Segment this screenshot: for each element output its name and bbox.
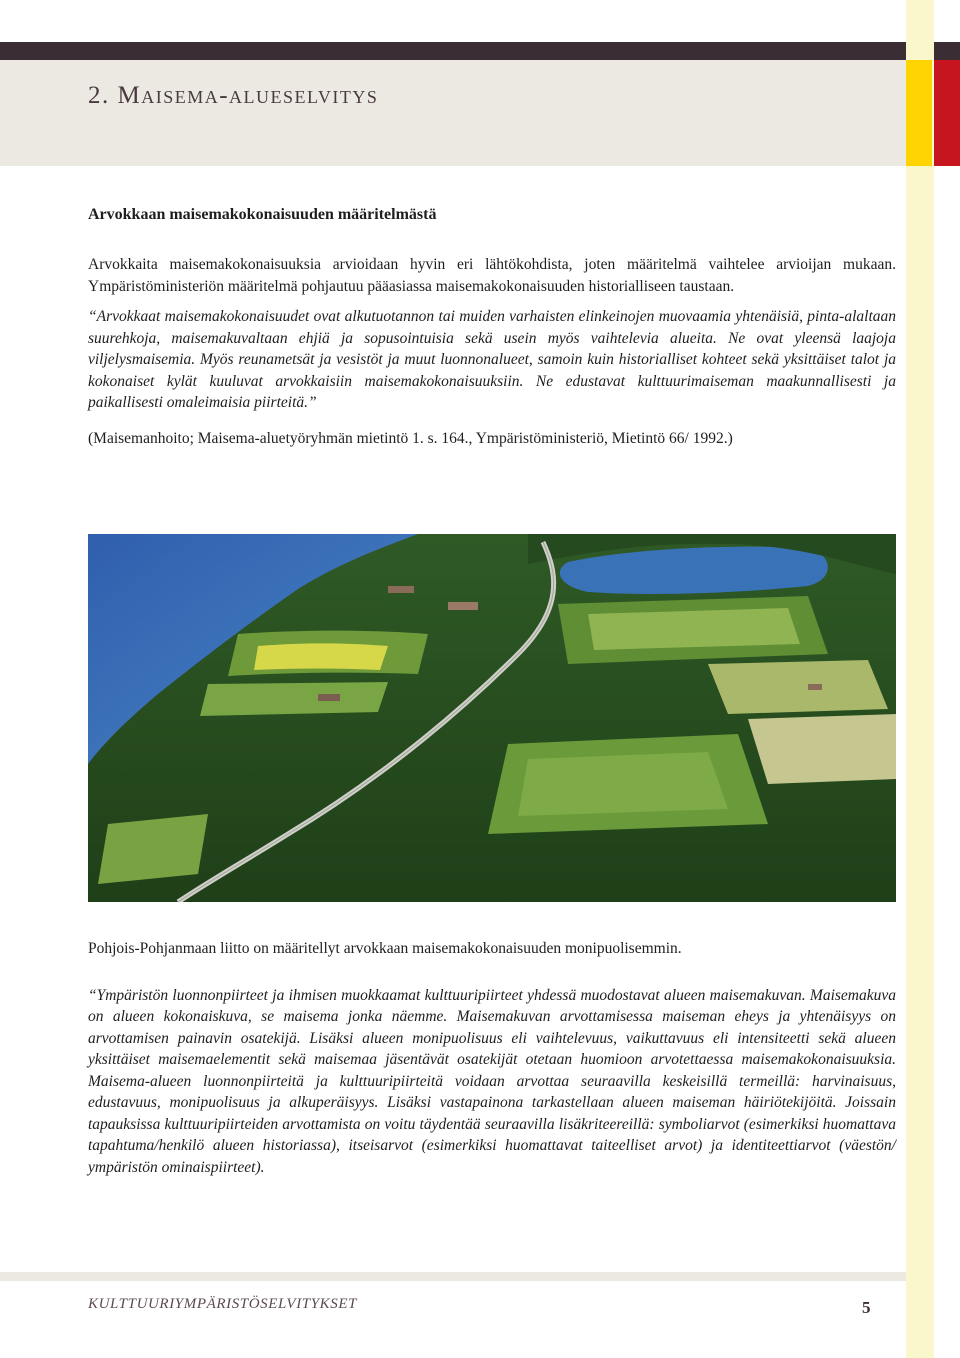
content-lower xyxy=(88,938,896,1178)
top-bar xyxy=(0,42,960,60)
aerial-landscape-photo xyxy=(88,534,896,902)
chapter-title: 2. Maisema-alueselvitys xyxy=(88,82,379,109)
lead-paragraph: Pohjois-Pohjanmaan liitto on määritellyt arvokkaan maisemakokonaisuuden monipuolisemmin. xyxy=(88,940,682,957)
right-side-strip xyxy=(906,0,934,1358)
intro-paragraph: Arvokkaita maisemakokonaisuuksia arvioidaan hyvin eri lähtökohdista, joten määritelmä vaihtelee arvioijan mukaan. Ympäristöministeriön määritelmä pohjautuu pääasiassa maisemakokonaisuuden historialliseen taustaan. xyxy=(88,256,896,295)
footer-rule xyxy=(0,1272,906,1281)
page-number: 5 xyxy=(862,1298,871,1317)
section-heading: Arvokkaan maisemakokonaisuuden määritelmästä xyxy=(88,206,437,223)
footer-publication-title: KULTTUURIYMPÄRISTÖSELVITYKSET xyxy=(88,1296,358,1312)
content-upper xyxy=(88,206,896,449)
quote-paragraph-2: “Ympäristön luonnonpiirteet ja ihmisen muokkaamat kulttuuripiirteet yhdessä muodostavat alueen maisemakuvan. Maisemakuva on alueen kokonaiskuva, se maisema jonka näemme. Maisemakuvan arvottamisessa maiseman eheys ja yhtenäisyys on arvottamisen painavin osatekijä. Lisäksi alueen monipuolisuus eli vaihtelevuus, vaikuttavuus eli intensiteetti sekä alueen yksittäiset maisemaelementit sekä maisemaa jäsentävät osatekijät otetaan huomioon arvotettaessa maisemakokonaisuuksia. Maisema-alueen luonnonpiirteitä ja kulttuuripiirteitä voidaan arvottaa seuraavilla keskeisillä termeillä: harvinaisuus, edustavuus, monipuolisuus ja alkuperäisyys. Lisäksi vastapainona tarkastellaan alueen maiseman häiriötekijöitä. Joissain tapauksissa kulttuuripiirteiden arvottamista on voitu täydentää seuraavilla lisäkriteereillä: symboliarvot (esimerkiksi huomattava tapahtuma/henkilö alueen historiassa), itseisarvot (esimerkiksi huomattavat taiteelliset arvot) ja identiteettiarvot (väestön/ ympäristön ominaispiirteet). xyxy=(88,986,896,1176)
yellow-chapter-tab xyxy=(906,60,932,166)
citation: (Maisemanhoito; Maisema-aluetyöryhmän mietintö 1. s. 164., Ympäristöministeriö, Mietintö 66/ 1992.) xyxy=(88,429,733,447)
quote-paragraph-1: “Arvokkaat maisemakokonaisuudet ovat alkutuotannon tai muiden varhaisten elinkeinojen muovaamia yhtenäisiä, pinta-alaltaan suurehkoja, maisemakuvaltaan ehjiä ja sopusointuisia sekä usein myös vaihtelevia alueita. Ne ovat yleensä laajoja viljelysmaisemia. Myös reunametsät ja vesistöt ja muut luonnonalueet, samoin kuin historialliset kohteet sekä yksittäiset talot ja kokonaiset kylät kuuluvat arvokkaisiin maisemakokonaisuuksiin. Ne edustavat kulttuurimaiseman maakunnallisesti ja paikallisesti omaleimaisia piirteitä.” xyxy=(88,308,896,411)
red-chapter-tab xyxy=(934,60,960,166)
header-band xyxy=(0,60,906,166)
